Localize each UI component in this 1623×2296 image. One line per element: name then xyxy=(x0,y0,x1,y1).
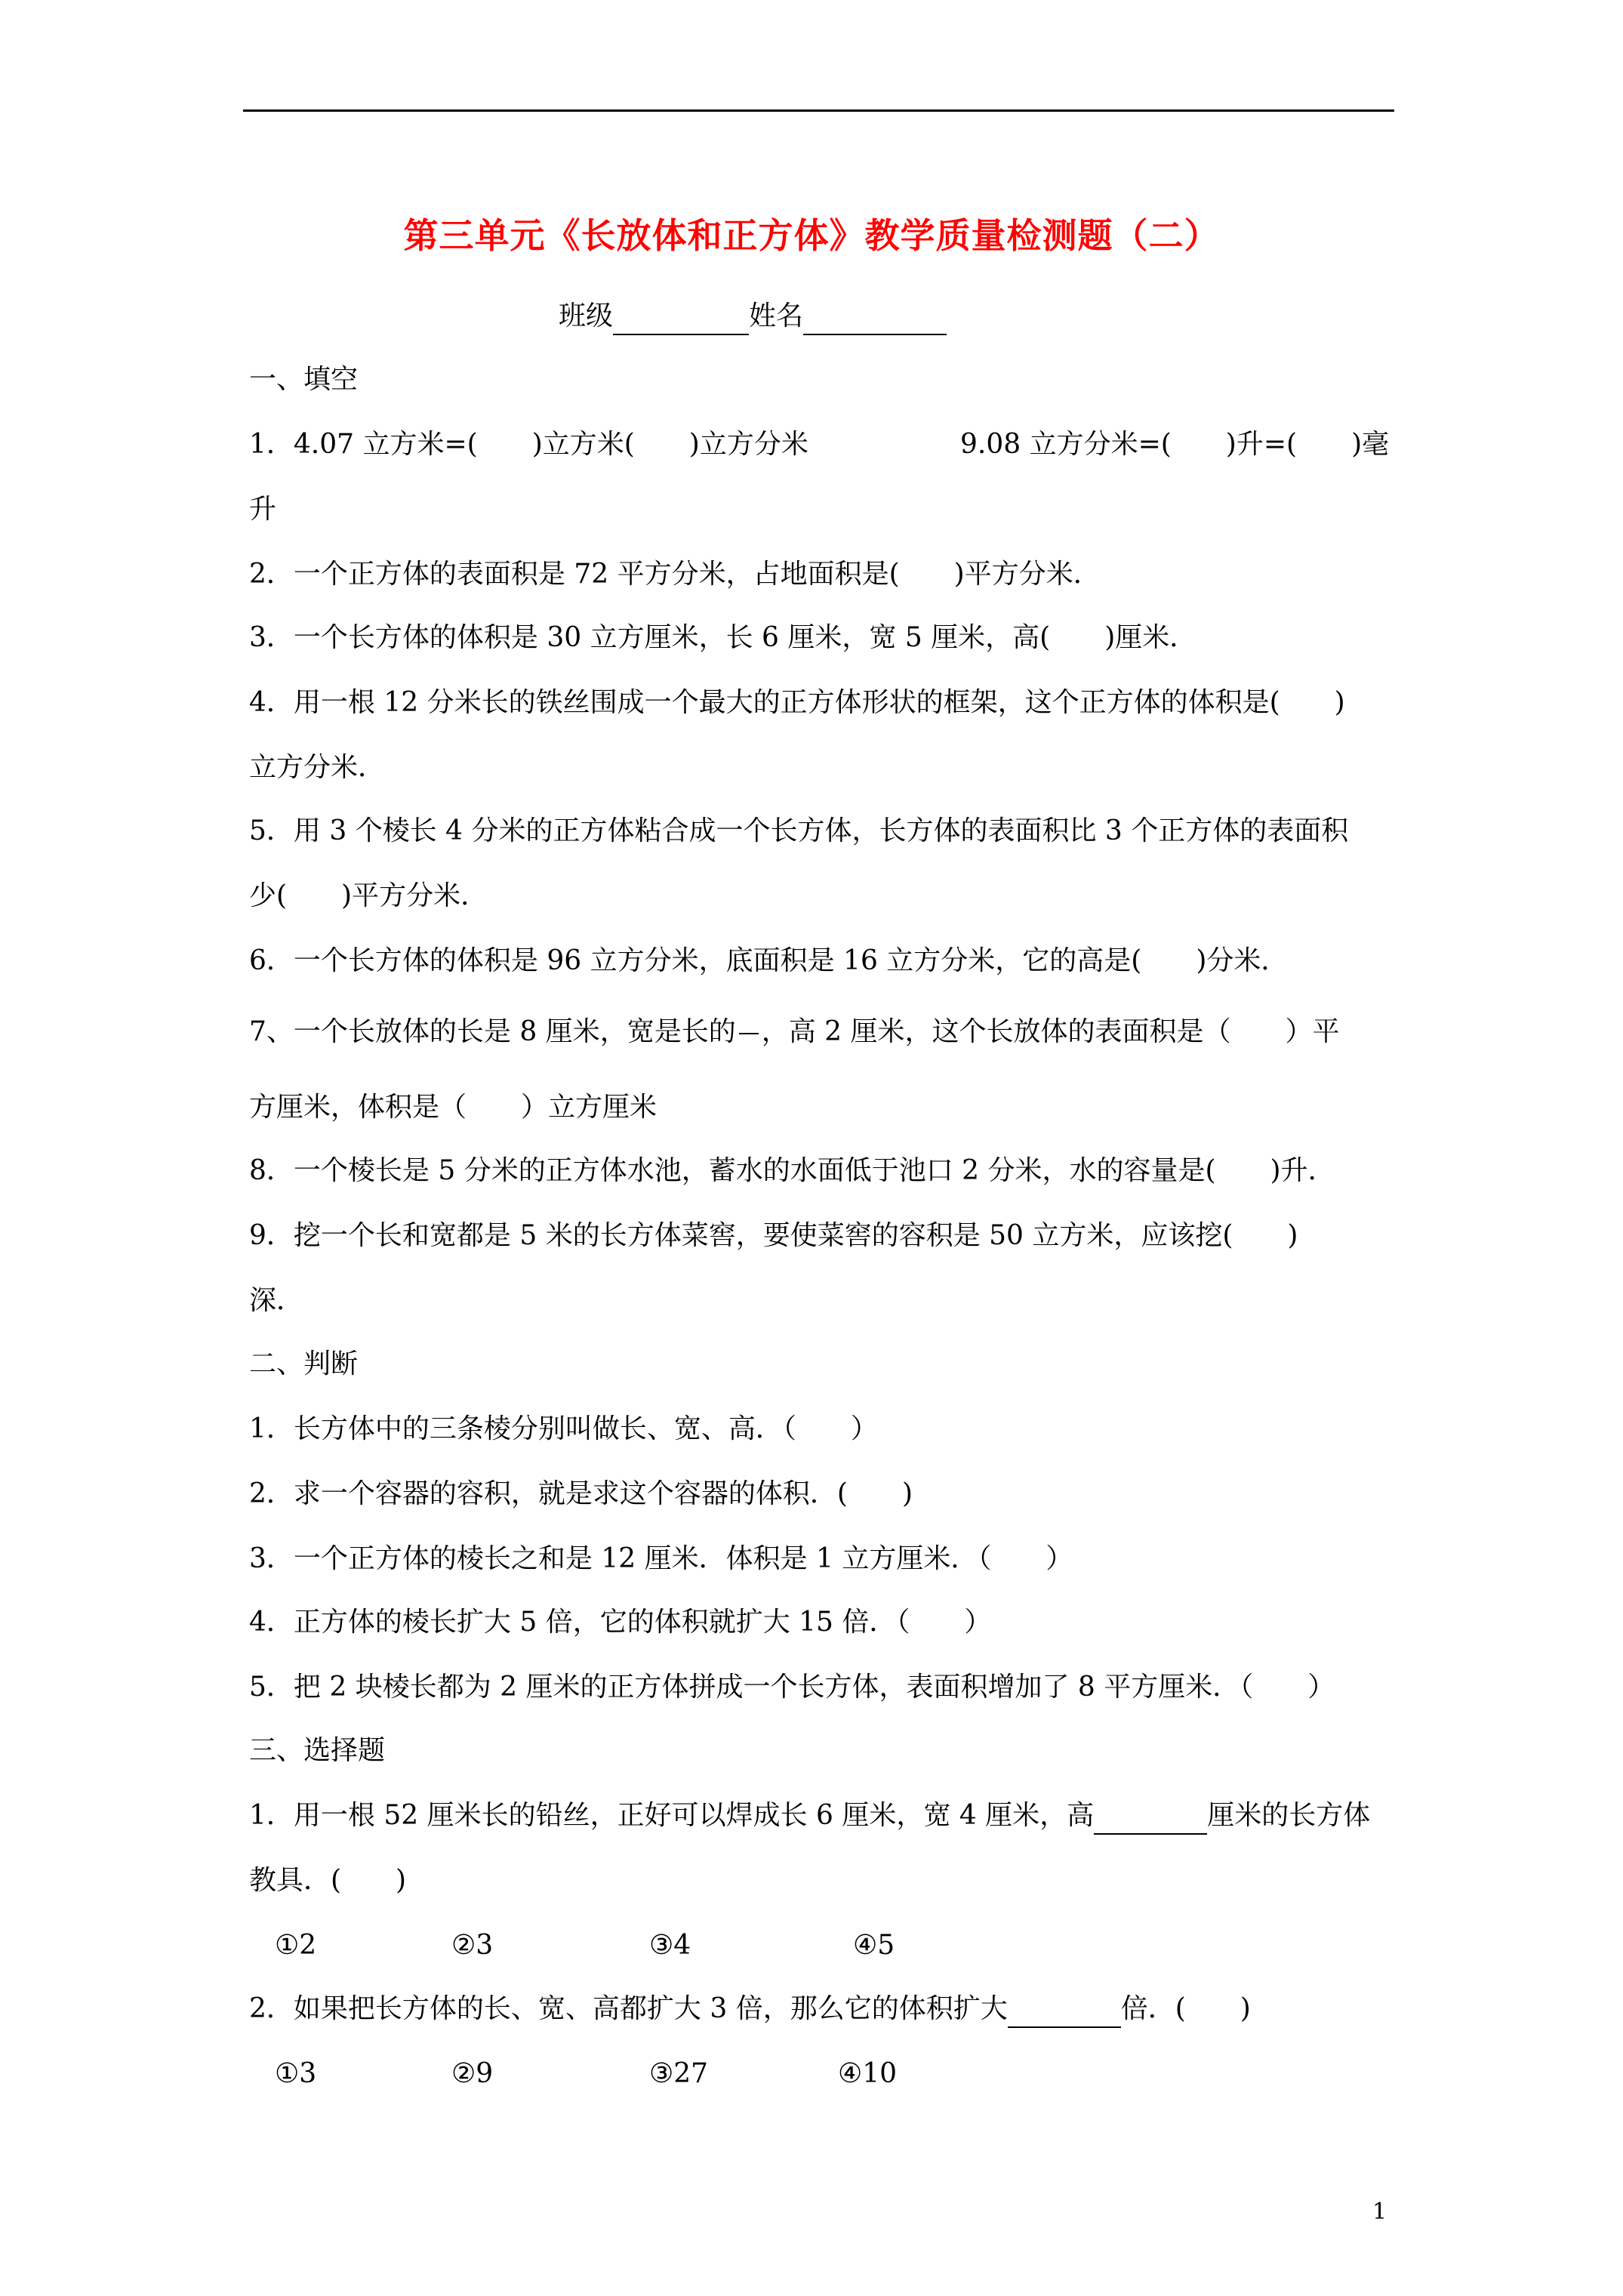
s3-q2-part-b: 倍．( ) xyxy=(1120,1993,1251,2024)
s2-item-5: 5．把 2 块棱长都为 2 厘米的正方体拼成一个长方体，表面积增加了 8 平方厘米．（ ） xyxy=(249,1672,1335,1703)
s3-q1-continuation: 教具．( ) xyxy=(249,1865,407,1896)
s1-q7-part-a: 7、一个长放体的长是 8 厘米，宽是长的 xyxy=(249,1016,736,1047)
class-label: 班级 xyxy=(559,300,614,331)
s2-item-2: 2．求一个容器的容积，就是求这个容器的体积．( ) xyxy=(249,1478,913,1509)
name-blank[interactable] xyxy=(803,304,947,335)
s1-q5-continuation: 少( )平方分米． xyxy=(249,880,488,911)
s1-q7 xyxy=(249,1013,1340,1051)
s1-q2: 2．一个正方体的表面积是 72 平方分米，占地面积是( )平方分米． xyxy=(249,559,1101,590)
s1-q1-continuation: 升 xyxy=(249,494,277,525)
s3-q1-option-1[interactable]: ①2 xyxy=(275,1930,317,1961)
s2-item-1: 1．长方体中的三条棱分别叫做长、宽、高．（ ） xyxy=(249,1413,878,1444)
s2-item-4: 4．正方体的棱长扩大 5 倍，它的体积就扩大 15 倍．（ ） xyxy=(249,1607,992,1638)
section2-heading: 二、判断 xyxy=(249,1348,359,1379)
s2-item-3: 3．一个正方体的棱长之和是 12 厘米．体积是 1 立方厘米．（ ） xyxy=(249,1543,1073,1574)
class-blank[interactable] xyxy=(613,304,749,335)
s1-q1-right: 9.08 立方分米=( )升=( )毫 xyxy=(960,429,1390,460)
s1-q9-continuation: 深． xyxy=(249,1285,304,1316)
s3-q2-part-a: 2．如果把长方体的长、宽、高都扩大 3 倍，那么它的体积扩大 xyxy=(249,1993,1008,2024)
document-title: 第三单元《长放体和正方体》教学质量检测题（二） xyxy=(403,215,1220,256)
s1-q4-continuation: 立方分米． xyxy=(249,752,386,783)
s3-q2-option-2[interactable]: ②9 xyxy=(451,2058,494,2089)
student-info-line xyxy=(559,297,947,335)
s1-q4: 4．用一根 12 分米长的铁丝围成一个最大的正方体形状的框架，这个正方体的体积是( ) xyxy=(249,687,1345,718)
s3-q2 xyxy=(249,1990,1251,2028)
s3-q1-option-4[interactable]: ④5 xyxy=(853,1930,895,1961)
section3-heading: 三、选择题 xyxy=(249,1735,386,1766)
s3-q1-part-a: 1．用一根 52 厘米长的铅丝，正好可以焊成长 6 厘米，宽 4 厘米，高 xyxy=(249,1800,1095,1831)
s3-q1-part-b: 厘米的长方体 xyxy=(1207,1800,1371,1831)
s3-q2-option-3[interactable]: ③27 xyxy=(649,2058,709,2089)
section1-heading: 一、填空 xyxy=(249,364,359,395)
page-number: 1 xyxy=(1372,2199,1387,2225)
name-label: 姓名 xyxy=(749,300,804,331)
s1-q3: 3．一个长方体的体积是 30 立方厘米，长 6 厘米，宽 5 厘米，高( )厘米． xyxy=(249,622,1197,653)
s3-q1 xyxy=(249,1797,1370,1835)
s3-q2-blank[interactable] xyxy=(1008,1998,1121,2028)
s1-q7-part-b: ，高 2 厘米，这个长放体的表面积是（ ）平 xyxy=(761,1016,1340,1047)
s1-q8: 8．一个棱长是 5 分米的正方体水池，蓄水的水面低于池口 2 分米，水的容量是( )升． xyxy=(249,1155,1335,1186)
s3-q2-option-4[interactable]: ④10 xyxy=(838,2058,898,2089)
fraction-bar xyxy=(739,1033,759,1034)
s1-q9: 9．挖一个长和宽都是 5 米的长方体菜窖，要使菜窖的容积是 50 立方米，应该挖( ) xyxy=(249,1220,1298,1251)
s1-q7-continuation: 方厘米，体积是（ ）立方厘米 xyxy=(249,1092,658,1123)
s3-q2-option-1[interactable]: ①3 xyxy=(275,2058,317,2089)
s1-q1-left: 1．4.07 立方米=( )立方米( )立方分米 xyxy=(249,429,808,460)
s1-q6: 6．一个长方体的体积是 96 立方分米，底面积是 16 立方分米，它的高是( )分米． xyxy=(249,945,1289,976)
s3-q1-blank[interactable] xyxy=(1094,1804,1207,1835)
header-rule xyxy=(243,109,1394,112)
s3-q1-option-2[interactable]: ②3 xyxy=(451,1930,494,1961)
s3-q1-option-3[interactable]: ③4 xyxy=(649,1930,691,1961)
s1-q5: 5．用 3 个棱长 4 分米的正方体粘合成一个长方体，长方体的表面积比 3 个正方体的表面积 xyxy=(249,815,1349,846)
